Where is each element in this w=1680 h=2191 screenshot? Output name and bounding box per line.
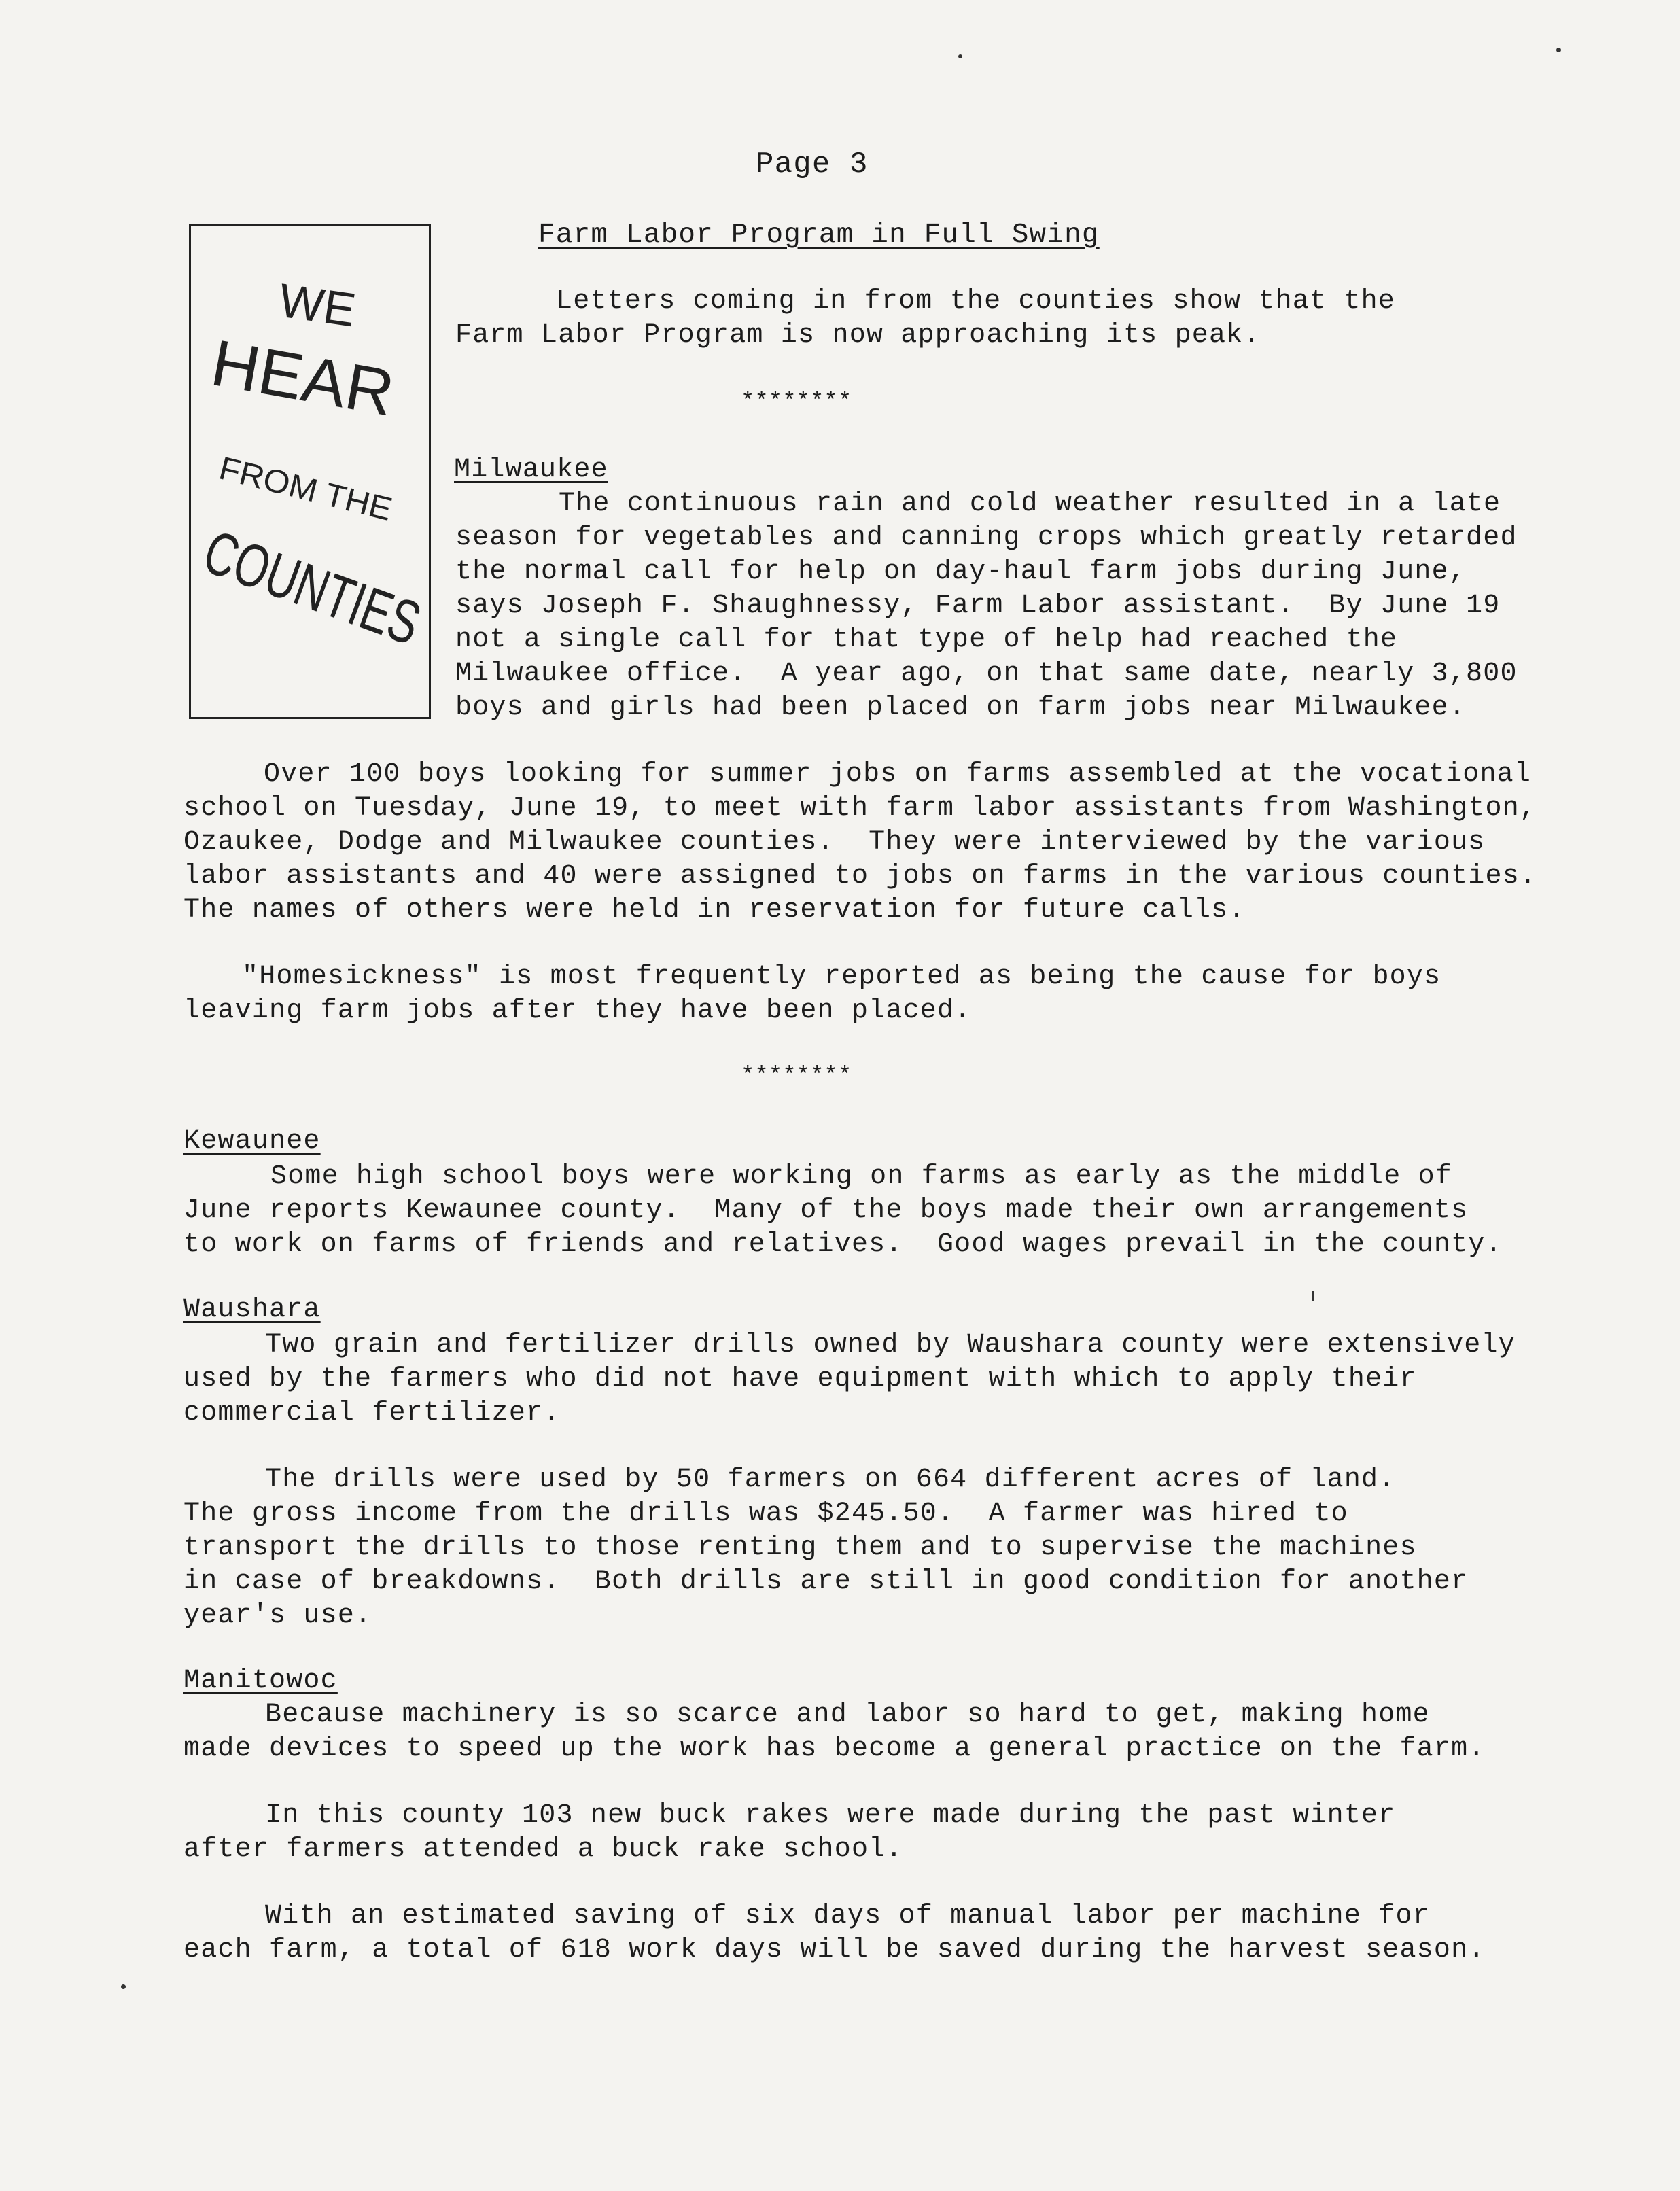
milwaukee-line: Milwaukee office. A year ago, on that same date, nearly 3,800 xyxy=(455,659,1518,689)
intro-line-2: Farm Labor Program is now approaching its peak. xyxy=(455,320,1261,351)
masthead-we: WE xyxy=(275,273,360,337)
milwaukee-para3-line: "Homesickness" is most frequently reported as being the cause for boys xyxy=(242,962,1441,992)
kewaunee-line: June reports Kewaunee county. Many of the boys made their own arrangements xyxy=(183,1195,1469,1226)
milwaukee-line: season for vegetables and canning crops which greatly retarded xyxy=(455,523,1518,553)
manitowoc-para2-line: after farmers attended a buck rake school. xyxy=(183,1834,903,1865)
section-heading-kewaunee: Kewaunee xyxy=(183,1126,321,1157)
masthead-counties: COUNTIES xyxy=(194,517,516,690)
waushara-para2-line: transport the drills to those renting them and to supervise the machines xyxy=(183,1532,1417,1563)
manitowoc-para1-line: made devices to speed up the work has become a general practice on the farm. xyxy=(183,1734,1486,1764)
milwaukee-line: The continuous rain and cold weather resulted in a late xyxy=(559,489,1501,519)
separator-stars: ******** xyxy=(741,1064,852,1089)
scan-speck xyxy=(121,1984,126,1989)
manitowoc-para3-line: each farm, a total of 618 work days will be saved during the harvest season. xyxy=(183,1935,1486,1965)
section-heading-waushara: Waushara xyxy=(183,1295,321,1325)
milwaukee-line: boys and girls had been placed on farm jobs near Milwaukee. xyxy=(455,693,1467,723)
waushara-para2-line: year's use. xyxy=(183,1600,372,1631)
manitowoc-para1-line: Because machinery is so scarce and labor so hard to get, making home xyxy=(265,1700,1430,1730)
section-heading-milwaukee: Milwaukee xyxy=(454,455,608,485)
waushara-para1-line: Two grain and fertilizer drills owned by Waushara county were extensively xyxy=(265,1330,1516,1361)
kewaunee-line: Some high school boys were working on farms as early as the middle of xyxy=(270,1161,1453,1192)
page-number: Page 3 xyxy=(756,147,869,181)
separator-stars: ******** xyxy=(741,389,852,415)
masthead-lettering xyxy=(191,226,516,717)
scan-speck xyxy=(1556,48,1561,52)
scan-speck xyxy=(958,54,962,58)
article-title: Farm Labor Program in Full Swing xyxy=(538,220,1100,251)
waushara-para2-line: The drills were used by 50 farmers on 664 different acres of land. xyxy=(265,1465,1396,1495)
manitowoc-para3-line: With an estimated saving of six days of manual labor per machine for xyxy=(265,1901,1430,1931)
waushara-para1-line: used by the farmers who did not have equipment with which to apply their xyxy=(183,1364,1417,1395)
milwaukee-para2-line: Over 100 boys looking for summer jobs on farms assembled at the vocational xyxy=(264,759,1532,790)
kewaunee-line: to work on farms of friends and relatives. Good wages prevail in the county. xyxy=(183,1229,1503,1260)
milwaukee-para2-line: Ozaukee, Dodge and Milwaukee counties. They were interviewed by the various xyxy=(183,827,1486,858)
milwaukee-line: not a single call for that type of help had reached the xyxy=(455,625,1398,655)
masthead-from-the: FROM THE xyxy=(215,450,389,527)
section-heading-manitowoc: Manitowoc xyxy=(183,1666,338,1696)
milwaukee-line: the normal call for help on day-haul farm jobs during June, xyxy=(455,557,1467,587)
intro-line-1: Letters coming in from the counties show that the xyxy=(556,286,1395,317)
manitowoc-para2-line: In this county 103 new buck rakes were made during the past winter xyxy=(265,1800,1396,1831)
masthead-box xyxy=(189,224,516,719)
milwaukee-para3-line: leaving farm jobs after they have been placed. xyxy=(183,996,972,1026)
milwaukee-para2-line: The names of others were held in reservation for future calls. xyxy=(183,895,1246,926)
milwaukee-line: says Joseph F. Shaughnessy, Farm Labor assistant. By June 19 xyxy=(455,591,1501,621)
scan-speck xyxy=(1312,1291,1314,1301)
waushara-para2-line: in case of breakdowns. Both drills are still in good condition for another xyxy=(183,1566,1469,1597)
milwaukee-para2-line: labor assistants and 40 were assigned to jobs on farms in the various counties. xyxy=(183,861,1537,892)
waushara-para2-line: The gross income from the drills was $245.50. A farmer was hired to xyxy=(183,1498,1348,1529)
waushara-para1-line: commercial fertilizer. xyxy=(183,1398,561,1428)
masthead-hear: HEAR xyxy=(206,326,398,430)
milwaukee-para2-line: school on Tuesday, June 19, to meet with farm labor assistants from Washington, xyxy=(183,793,1537,824)
